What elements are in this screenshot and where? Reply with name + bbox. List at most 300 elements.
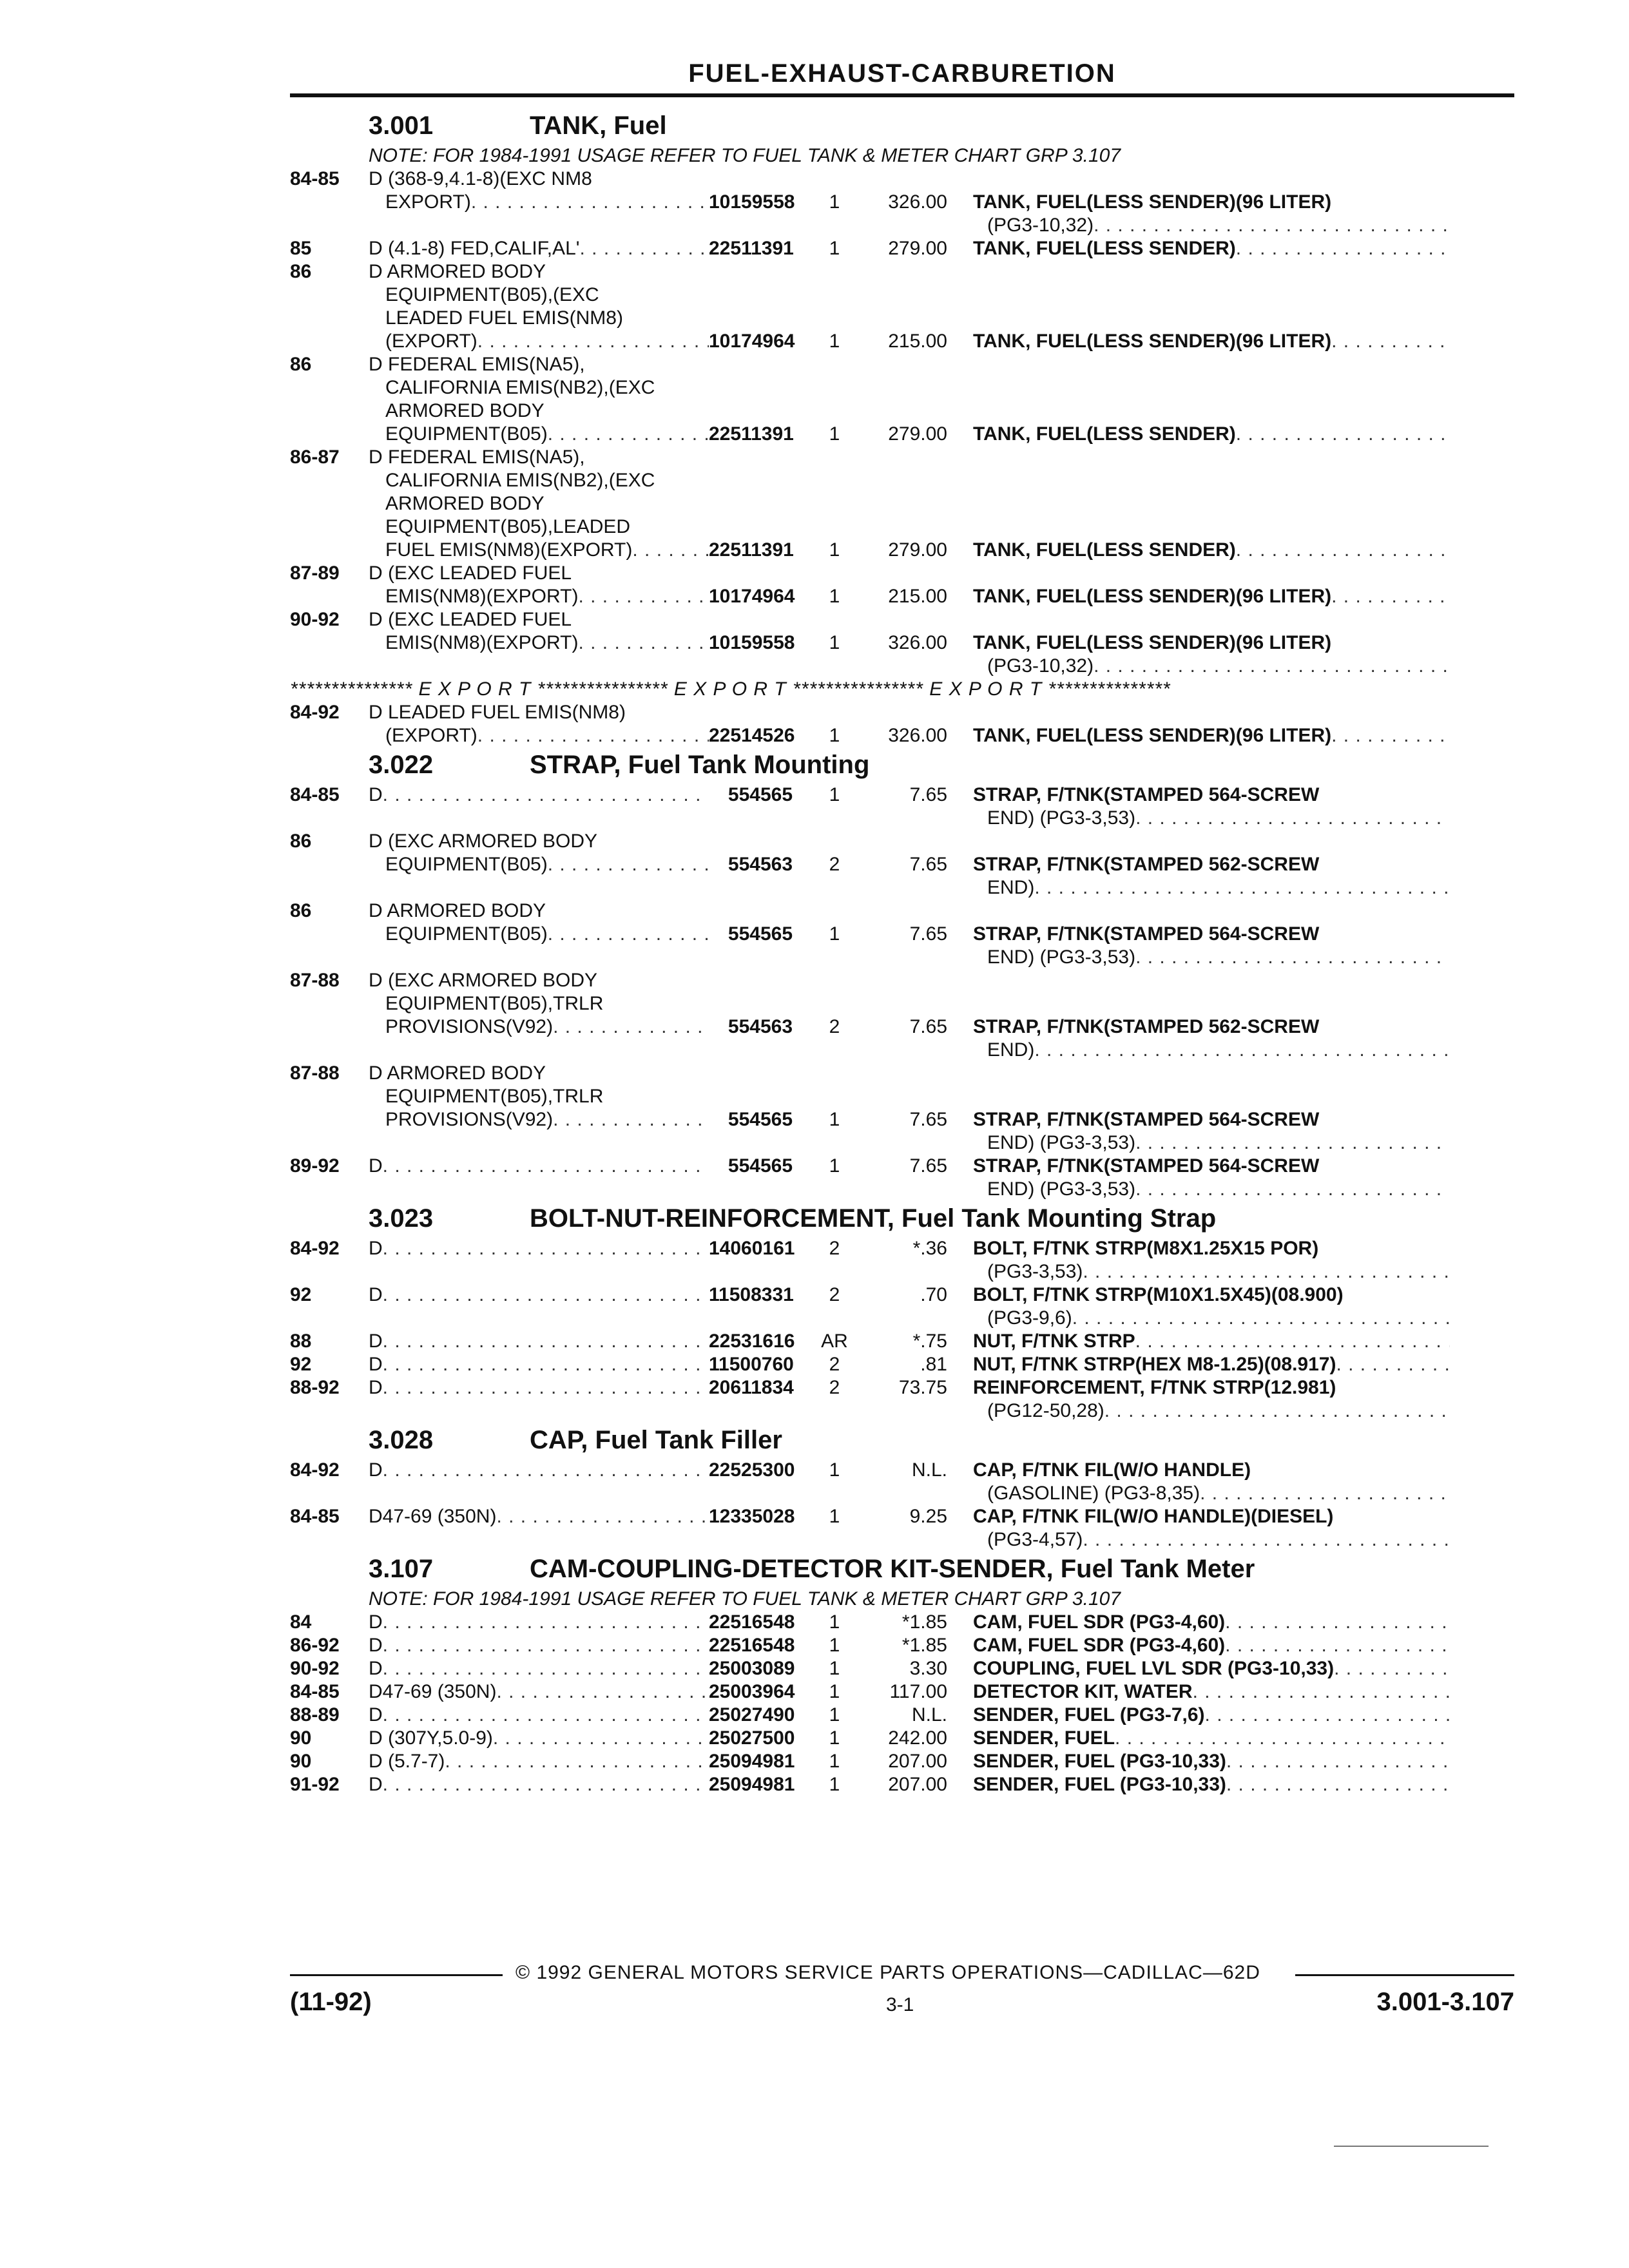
price-cell: [876, 830, 947, 899]
usage-text: EQUIPMENT(B05),TRLR: [385, 1086, 604, 1107]
usage-text: LEADED FUEL EMIS(NM8): [385, 307, 623, 329]
part-name-cell: [947, 1376, 1450, 1423]
price-cell: [876, 1727, 947, 1750]
dot-leader: [579, 237, 709, 260]
usage-description: [369, 830, 709, 899]
quantity: 1: [829, 586, 840, 607]
part-name: SENDER, FUEL: [973, 1727, 1115, 1749]
section-3-107: [290, 1552, 1514, 1796]
footer-rule-left: [290, 1974, 503, 1976]
dot-leader: [1193, 1680, 1450, 1704]
price: N.L.: [911, 1459, 947, 1481]
part-name: STRAP, F/TNK(STAMPED 562-SCREW: [973, 1016, 1320, 1037]
part-name-cell: [947, 830, 1450, 899]
part-name: DETECTOR KIT, WATER: [973, 1681, 1193, 1702]
usage-text-line: [369, 191, 709, 214]
dot-leader: [1205, 1704, 1450, 1727]
usage-text-line: [369, 1773, 709, 1796]
usage-description: [369, 446, 709, 562]
dot-leader: [1034, 876, 1450, 899]
usage-text-line: [369, 1062, 709, 1085]
quantity-cell: [793, 969, 876, 1062]
section-title: BOLT-NUT-REINFORCEMENT, Fuel Tank Mounting Strap: [530, 1204, 1217, 1233]
part-entry: [290, 899, 1514, 969]
part-entry: [290, 446, 1514, 562]
quantity: 1: [829, 423, 840, 445]
model-years: 92: [290, 1284, 312, 1305]
price: 73.75: [898, 1377, 947, 1398]
model-years: 84-85: [290, 1681, 340, 1702]
part-name: CAM, FUEL SDR (PG3-4,60): [973, 1611, 1226, 1633]
price-cell: [876, 1657, 947, 1680]
part-name-cell: [947, 1459, 1450, 1505]
dot-leader: [1334, 1657, 1450, 1680]
part-number-cell: [709, 1459, 793, 1505]
usage-description: [369, 1773, 709, 1796]
usage-description: [369, 1155, 709, 1201]
dot-leader: [383, 1353, 709, 1376]
usage-text: D ARMORED BODY: [369, 261, 546, 282]
usage-description: [369, 562, 709, 608]
section-heading: [290, 108, 1514, 144]
model-years: 87-88: [290, 970, 340, 991]
quantity-cell: [793, 562, 876, 608]
usage-text: EQUIPMENT(B05),TRLR: [385, 993, 604, 1014]
dot-leader: [1200, 1482, 1450, 1505]
model-years: 90-92: [290, 1658, 340, 1679]
usage-text-line: [369, 853, 709, 876]
price: 279.00: [888, 238, 947, 259]
price: *1.85: [901, 1635, 947, 1656]
price-cell: [876, 899, 947, 969]
dot-leader: [1226, 1773, 1450, 1796]
part-number-cell: [709, 168, 793, 237]
part-number-cell: [709, 1237, 793, 1283]
dot-leader: [1115, 1727, 1450, 1750]
quantity: 1: [829, 1459, 840, 1481]
part-number-cell: [709, 1376, 793, 1423]
usage-text-line: [369, 1376, 709, 1399]
price-cell: [876, 260, 947, 353]
part-entry: [290, 353, 1514, 446]
part-number-cell: [709, 1611, 793, 1634]
dot-leader: [1083, 1528, 1450, 1552]
part-name: (PG3-4,57): [987, 1529, 1083, 1550]
dot-leader: [383, 1704, 709, 1727]
usage-text-line: [369, 724, 709, 747]
part-name-line: [973, 1260, 1450, 1283]
usage-text: D: [369, 1704, 383, 1725]
part-name-cell: [947, 1283, 1450, 1330]
usage-text-line: [369, 1155, 709, 1178]
quantity-cell: [793, 1283, 876, 1330]
price-cell: [876, 1353, 947, 1376]
dot-leader: [1236, 539, 1450, 562]
quantity: 1: [829, 923, 840, 945]
price: 326.00: [888, 632, 947, 653]
usage-text-line: [369, 1680, 709, 1704]
usage-text-line: [369, 608, 709, 631]
part-number-cell: [709, 1727, 793, 1750]
usage-description: [369, 701, 709, 747]
part-name-line: [973, 1634, 1450, 1657]
part-name-line: [973, 539, 1450, 562]
usage-text-line: [369, 1634, 709, 1657]
price-cell: [876, 969, 947, 1062]
usage-description: [369, 1330, 709, 1353]
part-name: REINFORCEMENT, F/TNK STRP(12.981): [973, 1377, 1336, 1398]
usage-text-line: [369, 260, 709, 284]
price: 7.65: [909, 784, 947, 805]
price-cell: [876, 1062, 947, 1155]
quantity-cell: [793, 1376, 876, 1423]
price-cell: [876, 1680, 947, 1704]
part-name-cell: [947, 969, 1450, 1062]
price-cell: [876, 1773, 947, 1796]
quantity-cell: [793, 1634, 876, 1657]
part-name: TANK, FUEL(LESS SENDER)(96 LITER): [973, 191, 1332, 213]
usage-text-line: [369, 1353, 709, 1376]
part-name-line: [973, 1131, 1450, 1155]
part-name-line: [973, 191, 1450, 214]
part-name: TANK, FUEL(LESS SENDER): [973, 539, 1236, 561]
usage-description: [369, 1727, 709, 1750]
part-entry: [290, 783, 1514, 830]
usage-text: CALIFORNIA EMIS(NB2),(EXC: [385, 377, 655, 398]
usage-text: D LEADED FUEL EMIS(NM8): [369, 702, 626, 723]
dot-leader: [383, 1634, 709, 1657]
usage-text: D: [369, 1284, 383, 1305]
price: 242.00: [888, 1727, 947, 1749]
part-number: 22514526: [709, 725, 795, 746]
quantity: 1: [829, 632, 840, 653]
part-name: NUT, F/TNK STRP: [973, 1331, 1135, 1352]
dot-leader: [1034, 1039, 1450, 1062]
price: 9.25: [909, 1506, 947, 1527]
part-name: STRAP, F/TNK(STAMPED 564-SCREW: [973, 784, 1320, 805]
quantity: 1: [829, 1704, 840, 1725]
part-number-cell: [709, 1773, 793, 1796]
dot-leader: [471, 191, 709, 214]
usage-text: D: [369, 1658, 383, 1679]
part-number-cell: [709, 1155, 793, 1201]
model-years: 84-92: [290, 702, 340, 723]
part-number: 22511391: [709, 238, 794, 259]
dot-leader: [496, 1505, 709, 1528]
quantity-cell: [793, 1657, 876, 1680]
price-cell: [876, 1330, 947, 1353]
part-number: 25003089: [709, 1658, 795, 1679]
model-years: 87-89: [290, 562, 340, 584]
part-number: 25094981: [709, 1751, 795, 1772]
part-number: 554565: [728, 923, 793, 945]
model-years: 87-88: [290, 1062, 340, 1084]
part-name-cell: [947, 783, 1450, 830]
usage-text: D ARMORED BODY: [369, 1062, 546, 1084]
part-entry: [290, 1459, 1514, 1505]
section-number: 3.001: [369, 111, 434, 140]
part-name-line: [973, 1307, 1450, 1330]
part-name: STRAP, F/TNK(STAMPED 564-SCREW: [973, 1109, 1320, 1130]
part-name: (PG3-3,53): [987, 1261, 1083, 1282]
part-name: SENDER, FUEL (PG3-10,33): [973, 1751, 1226, 1772]
quantity-cell: [793, 1727, 876, 1750]
quantity-cell: [793, 608, 876, 678]
price: 117.00: [889, 1681, 947, 1702]
part-number: 22511391: [709, 423, 794, 445]
usage-description: [369, 1634, 709, 1657]
price-cell: [876, 1750, 947, 1773]
price: 207.00: [888, 1774, 947, 1795]
usage-text: D: [369, 1635, 383, 1656]
part-number-cell: [709, 1353, 793, 1376]
part-number-cell: [709, 1634, 793, 1657]
model-years: 91-92: [290, 1774, 340, 1795]
part-number-cell: [709, 237, 793, 260]
usage-text: EQUIPMENT(B05): [385, 923, 548, 945]
part-name-cell: [947, 1330, 1450, 1353]
quantity-cell: [793, 783, 876, 830]
section-number: 3.107: [369, 1555, 434, 1583]
part-number-cell: [709, 1704, 793, 1727]
price-cell: [876, 168, 947, 237]
quantity: 1: [829, 1611, 840, 1633]
usage-text-line: [369, 168, 709, 191]
usage-text-line: [369, 539, 709, 562]
part-name-cell: [947, 562, 1450, 608]
price-cell: [876, 1611, 947, 1634]
usage-description: [369, 899, 709, 969]
part-name: BOLT, F/TNK STRP(M10X1.5X45)(08.900): [973, 1284, 1344, 1305]
part-number: 10174964: [709, 331, 795, 352]
part-name-cell: [947, 1353, 1450, 1376]
dot-leader: [1135, 946, 1450, 969]
part-name: CAP, F/TNK FIL(W/O HANDLE): [973, 1459, 1251, 1481]
price: 279.00: [888, 423, 947, 445]
model-years: 84: [290, 1611, 312, 1633]
part-name-cell: [947, 1773, 1450, 1796]
usage-text-line: [369, 307, 709, 330]
part-name: STRAP, F/TNK(STAMPED 564-SCREW: [973, 1155, 1320, 1177]
part-name-line: [973, 1155, 1450, 1178]
dot-leader: [1072, 1307, 1450, 1330]
price: 7.65: [909, 923, 947, 945]
part-name-line: [973, 214, 1450, 237]
section-heading: [290, 1552, 1514, 1588]
dot-leader: [1225, 1634, 1450, 1657]
usage-text: (EXPORT): [385, 331, 477, 352]
quantity-cell: [793, 1773, 876, 1796]
dot-leader: [1094, 655, 1450, 678]
usage-text: EQUIPMENT(B05),(EXC: [385, 284, 599, 305]
price-cell: [876, 1155, 947, 1201]
usage-text: D: [369, 1611, 383, 1633]
usage-text-line: [369, 284, 709, 307]
price-cell: [876, 446, 947, 562]
part-entry: [290, 1634, 1514, 1657]
model-years: 84-85: [290, 784, 340, 805]
part-entry: [290, 562, 1514, 608]
quantity: 1: [829, 1681, 840, 1702]
stray-rule: [1334, 2146, 1489, 2147]
part-name-cell: [947, 1062, 1450, 1155]
usage-text: D ARMORED BODY: [369, 900, 546, 921]
usage-description: [369, 1680, 709, 1704]
usage-text-line: [369, 1657, 709, 1680]
part-number: 22516548: [709, 1611, 795, 1633]
part-number: 554563: [728, 1016, 793, 1037]
usage-text: D FEDERAL EMIS(NA5),: [369, 354, 585, 375]
part-name-line: [973, 923, 1450, 946]
dot-leader: [1225, 1611, 1450, 1634]
part-number: 20611834: [709, 1377, 794, 1398]
usage-text-line: [369, 1505, 709, 1528]
dot-leader: [1236, 423, 1450, 446]
model-years: 88-89: [290, 1704, 340, 1725]
quantity-cell: [793, 1611, 876, 1634]
quantity-cell: [793, 830, 876, 899]
part-name-line: [973, 1773, 1450, 1796]
part-name: TANK, FUEL(LESS SENDER): [973, 238, 1236, 259]
usage-note: NOTE: FOR 1984-1991 USAGE REFER TO FUEL TANK & METER CHART GRP 3.107: [369, 1588, 1121, 1610]
part-number-cell: [709, 446, 793, 562]
dot-leader: [578, 585, 709, 608]
quantity: 1: [829, 1635, 840, 1656]
footer-section-range: 3.001-3.107: [1376, 1988, 1514, 2016]
section-number: 3.028: [369, 1426, 434, 1454]
part-number: 14060161: [709, 1238, 795, 1259]
part-entry: [290, 1773, 1514, 1796]
price-cell: [876, 237, 947, 260]
part-entry: [290, 969, 1514, 1062]
part-number: 22511391: [709, 539, 794, 561]
part-name-line: [973, 1459, 1450, 1482]
usage-description: [369, 1353, 709, 1376]
part-entry: [290, 1283, 1514, 1330]
usage-text-line: [369, 376, 709, 399]
part-name: TANK, FUEL(LESS SENDER): [973, 423, 1236, 445]
model-years: 88: [290, 1331, 312, 1352]
dot-leader: [383, 1376, 709, 1399]
quantity: 2: [829, 1354, 840, 1375]
usage-text-line: [369, 923, 709, 946]
part-number-cell: [709, 1330, 793, 1353]
usage-text-line: [369, 992, 709, 1015]
price-cell: [876, 1237, 947, 1283]
price: 207.00: [888, 1751, 947, 1772]
dot-leader: [383, 1155, 709, 1178]
quantity: AR: [821, 1331, 848, 1352]
section-title: STRAP, Fuel Tank Mounting: [530, 751, 870, 779]
footer-page-number: 3-1: [886, 1994, 914, 2015]
dot-leader: [383, 1773, 709, 1796]
usage-text: D: [369, 1354, 383, 1375]
usage-description: [369, 1704, 709, 1727]
part-name: TANK, FUEL(LESS SENDER)(96 LITER): [973, 586, 1332, 607]
part-name: (PG12-50,28): [987, 1400, 1104, 1421]
part-number: 25094981: [709, 1774, 795, 1795]
part-name-cell: [947, 1505, 1450, 1552]
part-name: TANK, FUEL(LESS SENDER)(96 LITER): [973, 331, 1332, 352]
usage-text-line: [369, 492, 709, 515]
part-name-line: [973, 237, 1450, 260]
usage-text: PROVISIONS(V92): [385, 1109, 554, 1130]
part-name-cell: [947, 899, 1450, 969]
section-title: CAM-COUPLING-DETECTOR KIT-SENDER, Fuel Tank Meter: [530, 1555, 1255, 1583]
quantity: 2: [829, 1377, 840, 1398]
quantity-cell: [793, 1505, 876, 1552]
usage-text: CALIFORNIA EMIS(NB2),(EXC: [385, 470, 655, 491]
quantity-cell: [793, 168, 876, 237]
part-name: STRAP, F/TNK(STAMPED 562-SCREW: [973, 854, 1320, 875]
dot-leader: [383, 1283, 709, 1307]
part-entry: [290, 1330, 1514, 1353]
dot-leader: [1331, 585, 1450, 608]
part-number-cell: [709, 608, 793, 678]
dot-leader: [553, 1108, 709, 1131]
dot-leader: [1226, 1750, 1450, 1773]
part-name-line: [973, 946, 1450, 969]
part-number: 554565: [728, 1155, 793, 1177]
usage-text-line: [369, 1283, 709, 1307]
part-name-line: [973, 1108, 1450, 1131]
section-3-028: [290, 1423, 1514, 1552]
part-entry: [290, 260, 1514, 353]
usage-text-line: [369, 969, 709, 992]
usage-text: D (EXC LEADED FUEL: [369, 562, 572, 584]
dot-leader: [1083, 1260, 1450, 1283]
export-banner: *************** E X P O R T **************** E X P O R T **************** E X P O R T ***************: [290, 678, 1171, 700]
model-years: 86-87: [290, 447, 340, 468]
part-number-cell: [709, 899, 793, 969]
price: 279.00: [888, 539, 947, 561]
dot-leader: [1135, 807, 1450, 830]
usage-text-line: [369, 1237, 709, 1260]
usage-text: D (307Y,5.0-9): [369, 1727, 493, 1749]
dot-leader: [383, 1611, 709, 1634]
part-name-cell: [947, 260, 1450, 353]
part-name-line: [973, 423, 1450, 446]
model-years: 90: [290, 1727, 312, 1749]
usage-text: D: [369, 1155, 383, 1177]
part-number: 22525300: [709, 1459, 795, 1481]
dot-leader: [1135, 1131, 1450, 1155]
model-years: 92: [290, 1354, 312, 1375]
quantity: 2: [829, 1016, 840, 1037]
usage-description: [369, 1505, 709, 1552]
part-name-cell: [947, 608, 1450, 678]
part-number: 10174964: [709, 586, 795, 607]
part-number-cell: [709, 1680, 793, 1704]
usage-text: D47-69 (350N): [369, 1681, 497, 1702]
usage-description: [369, 1237, 709, 1283]
part-name: TANK, FUEL(LESS SENDER)(96 LITER): [973, 725, 1332, 746]
usage-text-line: [369, 423, 709, 446]
page-title: FUEL-EXHAUST-CARBURETION: [688, 59, 1116, 88]
quantity: 1: [829, 238, 840, 259]
price: 326.00: [888, 191, 947, 213]
price-cell: [876, 562, 947, 608]
model-years: 86: [290, 261, 312, 282]
part-name: END): [987, 877, 1035, 898]
price: 215.00: [888, 331, 947, 352]
part-number-cell: [709, 1283, 793, 1330]
part-name-cell: [947, 1155, 1450, 1201]
catalog-page: [290, 0, 1514, 2268]
footer-date: (11-92): [290, 1988, 372, 2016]
usage-description: [369, 1750, 709, 1773]
part-name: CAP, F/TNK FIL(W/O HANDLE)(DIESEL): [973, 1506, 1334, 1527]
